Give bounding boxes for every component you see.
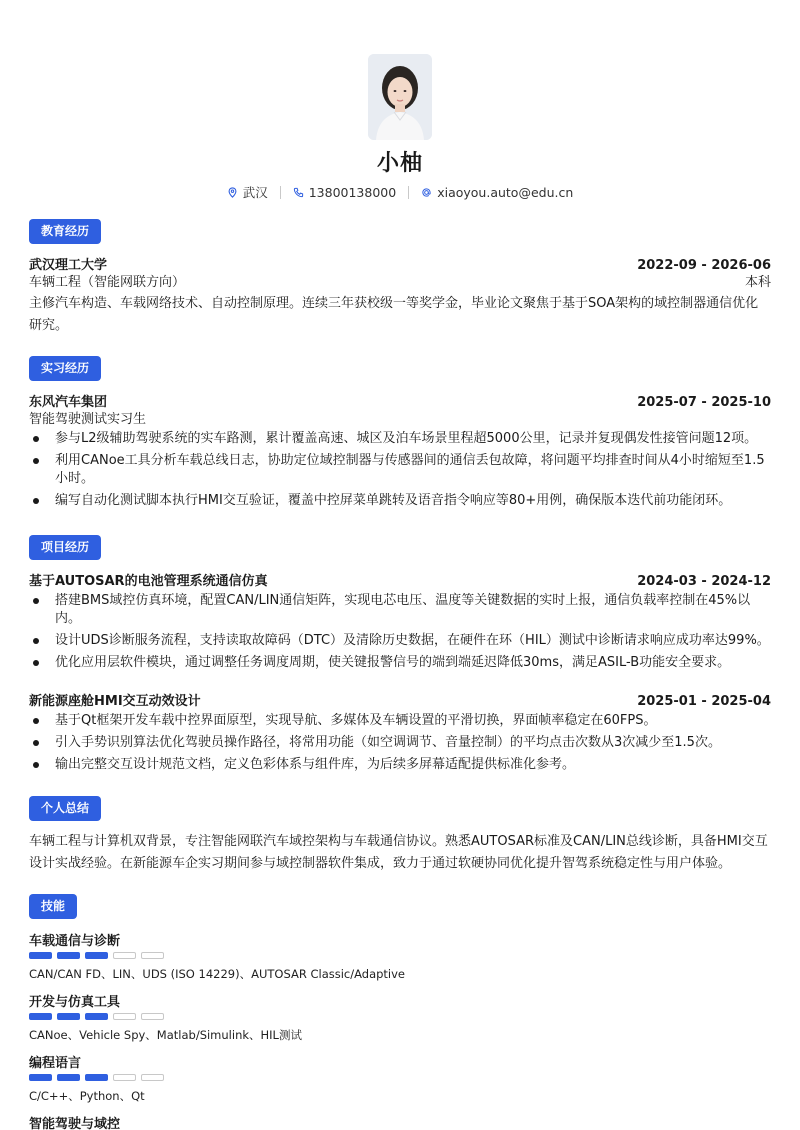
internship-bullets bbox=[29, 430, 771, 514]
summary-text: 车辆工程与计算机双背景，专注智能网联汽车域控架构与车载通信协议。熟悉AUTOSAR标准及CAN/LIN总线诊断，具备HMI交互设计实战经验。在新能源车企实习期间参与域控制器软件集成，致力于通过软硬协同优化提升智驾系统稳定性与用户体验。 bbox=[29, 834, 768, 871]
skill-level-filled bbox=[57, 1074, 80, 1081]
skill-description: CANoe、Vehicle Spy、Matlab/Simulink、HIL测试 bbox=[29, 1028, 302, 1042]
skill-level-bar bbox=[29, 1074, 164, 1081]
email-link[interactable]: xiaoyou.auto@edu.cn bbox=[437, 184, 574, 200]
list-item: 利用CANoe工具分析车载总线日志，协助定位域控制器与传感器间的通信丢包故障，将问题平均排查时间从4小时缩短至1.5小时。 bbox=[29, 452, 771, 488]
at-sign-icon bbox=[421, 187, 432, 198]
avatar-portrait bbox=[368, 54, 432, 140]
school-name: 武汉理工大学 bbox=[29, 258, 108, 273]
skill-level-filled bbox=[29, 952, 52, 959]
list-item: 参与L2级辅助驾驶系统的实车路测，累计覆盖高速、城区及泊车场景里程超5000公里，记录并复现偶发性接管问题12项。 bbox=[29, 430, 771, 448]
section-summary-heading: 个人总结 bbox=[29, 796, 101, 821]
phone-icon bbox=[293, 187, 304, 198]
project-dates: 2024-03 - 2024-12 bbox=[637, 574, 771, 589]
skill-level-empty bbox=[141, 1013, 164, 1020]
map-pin-icon bbox=[227, 187, 238, 198]
skill-description: C/C++、Python、Qt bbox=[29, 1089, 145, 1103]
internship-role-row bbox=[29, 408, 771, 427]
skill-name: 智能驾驶与域控 bbox=[29, 1117, 121, 1130]
degree: 本科 bbox=[744, 275, 771, 290]
list-item: 优化应用层软件模块，通过调整任务调度周期，使关键报警信号的端到端延迟降低30ms，满足ASIL-B功能安全要求。 bbox=[29, 654, 771, 672]
project-dates: 2025-01 - 2025-04 bbox=[637, 694, 771, 709]
section-internship-heading: 实习经历 bbox=[29, 356, 101, 381]
skill-name: 编程语言 bbox=[29, 1056, 82, 1071]
project-header bbox=[29, 690, 771, 709]
skill-level-empty bbox=[141, 952, 164, 959]
skill-level-empty bbox=[113, 1013, 136, 1020]
project-bullets bbox=[29, 592, 771, 676]
contact-email bbox=[421, 185, 573, 200]
project-title: 基于AUTOSAR的电池管理系统通信仿真 bbox=[29, 574, 268, 589]
skill-level-filled bbox=[85, 1013, 108, 1020]
list-item: 输出完整交互设计规范文档，定义色彩体系与组件库，为后续多屏幕适配提供标准化参考。 bbox=[29, 756, 771, 774]
list-item: 编写自动化测试脚本执行HMI交互验证，覆盖中控屏菜单跳转及语音指令响应等80+用例，确保版本迭代前功能闭环。 bbox=[29, 492, 771, 510]
contact-divider bbox=[408, 186, 409, 199]
education-subheader bbox=[29, 271, 771, 290]
phone-text: 13800138000 bbox=[308, 184, 397, 200]
skill-level-filled bbox=[29, 1074, 52, 1081]
skill-name: 开发与仿真工具 bbox=[29, 995, 121, 1010]
list-item: 引入手势识别算法优化驾驶员操作路径，将常用功能（如空调调节、音量控制）的平均点击次数从3次减少至1.5次。 bbox=[29, 734, 771, 752]
section-education-heading: 教育经历 bbox=[29, 219, 101, 244]
profile-photo bbox=[368, 54, 432, 140]
skill-level-filled bbox=[57, 1013, 80, 1020]
contact-location bbox=[227, 183, 268, 201]
project-title: 新能源座舱HMI交互动效设计 bbox=[29, 694, 201, 709]
skill-level-empty bbox=[113, 952, 136, 959]
skill-level-empty bbox=[141, 1074, 164, 1081]
skill-level-bar bbox=[29, 952, 164, 959]
location-text: 武汉 bbox=[242, 185, 268, 200]
candidate-name: 小柚 bbox=[376, 151, 423, 176]
project-bullets bbox=[29, 712, 771, 778]
list-item: 设计UDS诊断服务流程，支持读取故障码（DTC）及清除历史数据，在硬件在环（HIL）测试中诊断请求响应成功率达99%。 bbox=[29, 632, 771, 650]
skill-description: CAN/CAN FD、LIN、UDS (ISO 14229)、AUTOSAR Classic/Adaptive bbox=[29, 967, 406, 981]
section-projects-heading: 项目经历 bbox=[29, 535, 101, 560]
education-dates: 2022-09 - 2026-06 bbox=[637, 258, 771, 273]
internship-role: 智能驾驶测试实习生 bbox=[29, 412, 147, 427]
skill-level-filled bbox=[29, 1013, 52, 1020]
education-description: 主修汽车构造、车载网络技术、自动控制原理。连续三年获校级一等奖学金，毕业论文聚焦于基于SOA架构的域控制器通信优化研究。 bbox=[29, 296, 759, 333]
contact-bar bbox=[0, 183, 800, 201]
skill-name: 车载通信与诊断 bbox=[29, 934, 121, 949]
skill-level-filled bbox=[85, 1074, 108, 1081]
internship-dates: 2025-07 - 2025-10 bbox=[637, 395, 771, 410]
list-item: 基于Qt框架开发车载中控界面原型，实现导航、多媒体及车辆设置的平滑切换，界面帧率稳定在60FPS。 bbox=[29, 712, 771, 730]
skill-level-empty bbox=[113, 1074, 136, 1081]
list-item: 搭建BMS域控仿真环境，配置CAN/LIN通信矩阵，实现电芯电压、温度等关键数据的实时上报，通信负载率控制在45%以内。 bbox=[29, 592, 771, 628]
project-header bbox=[29, 570, 771, 589]
contact-divider bbox=[280, 186, 281, 199]
section-skills-heading: 技能 bbox=[29, 894, 77, 919]
skill-level-bar bbox=[29, 1013, 164, 1020]
skill-level-filled bbox=[57, 952, 80, 959]
company-name: 东风汽车集团 bbox=[29, 395, 108, 410]
skill-level-filled bbox=[85, 952, 108, 959]
major: 车辆工程（智能网联方向） bbox=[29, 275, 186, 290]
contact-phone bbox=[293, 185, 396, 200]
